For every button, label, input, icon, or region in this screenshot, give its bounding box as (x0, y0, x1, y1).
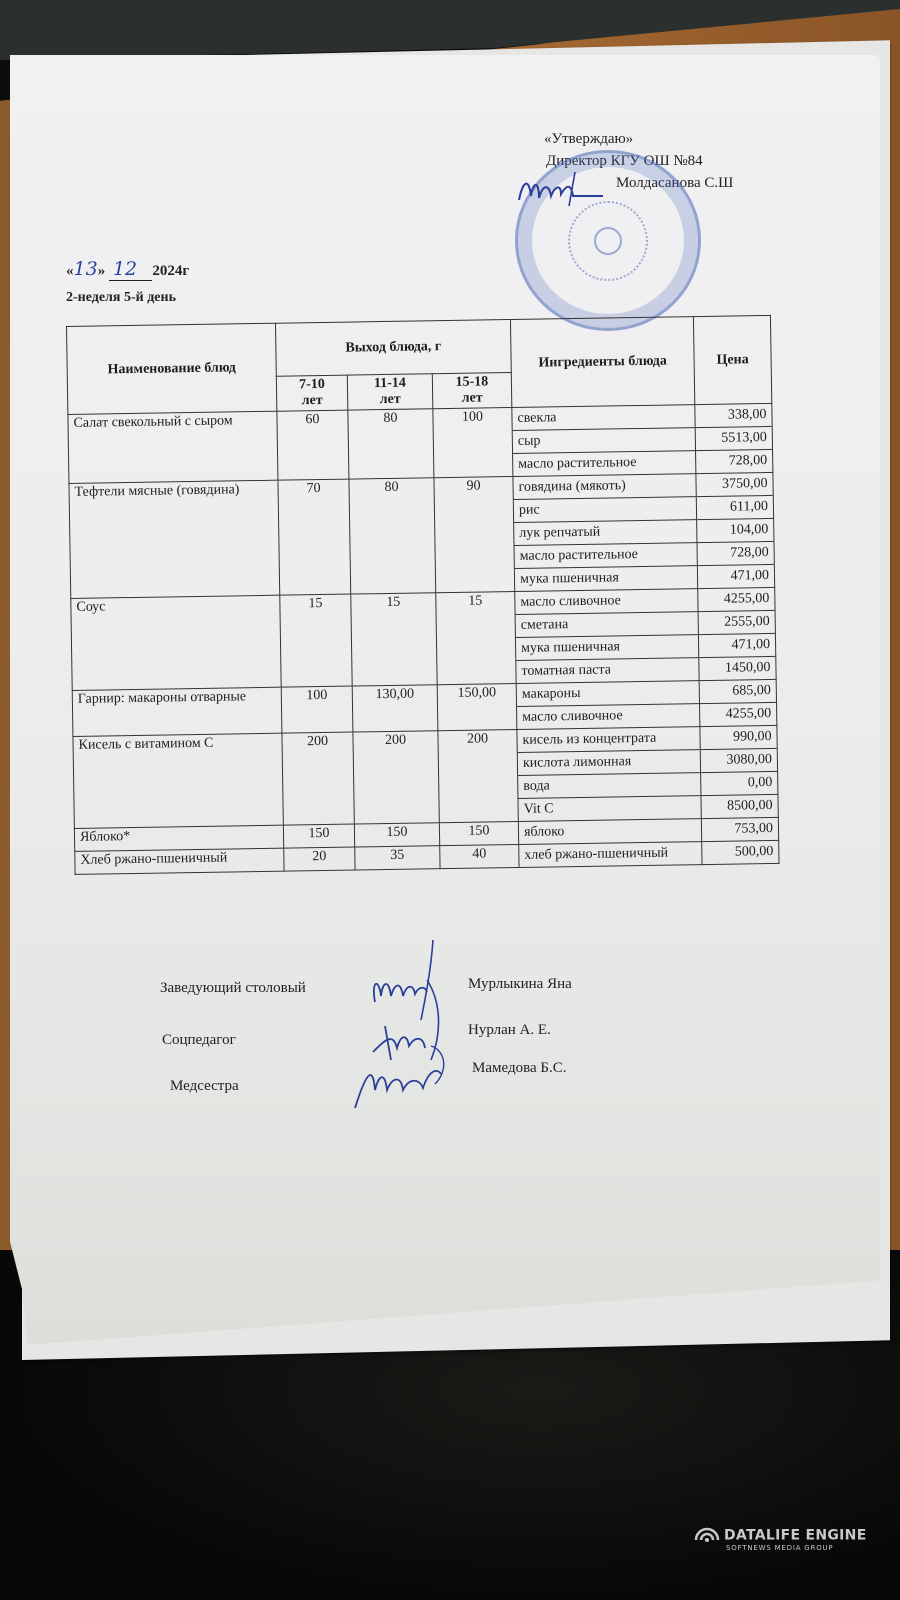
ingredient-name: кислота лимонная (518, 750, 700, 776)
yield-11-14: 130,00 (352, 685, 438, 732)
ingredient-name: мука пшеничная (519, 570, 619, 587)
ingredient-name: мука пшеничная (516, 635, 698, 661)
ingredient-price: 4255,00 (698, 588, 774, 612)
ingredient-list (516, 681, 700, 730)
price-list (701, 817, 778, 841)
yield-11-14: 80 (348, 409, 434, 479)
ingredient-price: 338,00 (695, 404, 771, 428)
table-row (73, 725, 778, 828)
date-year: 2024г (152, 263, 190, 279)
ingredient-name: свекла (512, 405, 694, 431)
table-row (71, 587, 776, 690)
ingredient-price: 471,00 (699, 634, 775, 658)
ingredient-name: масло сливочное (522, 708, 623, 725)
ingredient-list (515, 589, 699, 684)
director-name: Молдасанова С.Ш (616, 175, 734, 191)
price-list (696, 472, 775, 588)
ingredient-list (519, 842, 702, 868)
ingredient-list (512, 405, 696, 477)
dish-name: Гарнир: макароны отварные (72, 687, 282, 736)
price-list (702, 840, 779, 864)
dish-name: Тефтели мясные (говядина) (69, 480, 280, 598)
yield-11-14: 35 (355, 846, 440, 870)
yield-7-10: 20 (284, 847, 355, 871)
yield-15-18: 150 (439, 821, 518, 845)
price-list (698, 587, 776, 680)
yield-11-14: 15 (351, 593, 437, 686)
price-list (699, 679, 777, 726)
approval-heading: «Утверждаю» (544, 131, 634, 147)
watermark (694, 1524, 867, 1552)
ingredient-name: вода (518, 773, 700, 799)
header-ingredients: Ингредиенты блюда (510, 317, 694, 408)
dish-name: Яблоко* (74, 825, 283, 851)
yield-15-18: 15 (436, 591, 516, 684)
table-row (68, 403, 773, 483)
ingredient-name: сыр (513, 428, 695, 454)
yield-7-10: 15 (280, 594, 352, 687)
ingredient-list (517, 727, 701, 822)
signer-name: Мамедова Б.С. (472, 1060, 567, 1076)
yield-7-10: 60 (277, 410, 349, 480)
yield-11-14: 150 (354, 823, 439, 847)
ingredient-name: говядина (мякоть) (513, 474, 695, 500)
ingredient-price: 753,00 (734, 820, 774, 837)
ingredient-price: 728,00 (728, 453, 768, 469)
watermark-title: DATALIFE ENGINE (724, 1527, 867, 1544)
ingredient-name: масло растительное (518, 455, 637, 472)
signer-role: Медсестра (170, 1078, 239, 1094)
price-list (695, 403, 773, 473)
yield-15-18: 100 (433, 408, 513, 478)
signer-role: Заведующий столовый (160, 980, 306, 996)
header-age-11-14: 11-14 лет (347, 374, 433, 410)
document-date: «13» 12 2024г (66, 258, 190, 280)
ingredient-name: рис (514, 497, 696, 523)
ingredient-price: 728,00 (697, 542, 773, 566)
watermark-subtitle: SOFTNEWS MEDIA GROUP (726, 1544, 834, 1552)
ingredient-name: масло сливочное (515, 589, 697, 615)
ingredient-price: 8500,00 (727, 797, 773, 814)
ingredient-name: масло растительное (515, 543, 697, 569)
yield-15-18: 40 (440, 844, 519, 868)
header-age-15-18: 15-18 лет (432, 373, 512, 409)
ingredient-price: 3080,00 (701, 749, 777, 773)
ingredient-name: яблоко (523, 824, 565, 840)
ingredient-price: 990,00 (700, 726, 776, 750)
ingredient-name: макароны (517, 681, 699, 707)
table-header-row (67, 315, 772, 379)
yield-11-14: 80 (349, 478, 436, 594)
ingredient-price: 5513,00 (696, 427, 772, 451)
ingredient-price: 471,00 (730, 567, 770, 584)
yield-7-10: 150 (283, 824, 354, 848)
yield-15-18: 90 (434, 476, 515, 592)
yield-15-18: 200 (438, 729, 518, 822)
date-day: 13 (73, 258, 98, 280)
ingredient-price: 2555,00 (699, 611, 775, 635)
ingredient-name: лук репчатый (514, 520, 696, 546)
header-dish-name: Наименование блюд (67, 323, 277, 414)
datalife-logo-icon (694, 1524, 720, 1546)
director-signature-icon (515, 170, 605, 210)
signer-name: Мурлыкина Яна (468, 976, 572, 992)
ingredient-name: Vit C (523, 801, 554, 817)
dish-name: Салат свекольный с сыром (68, 411, 278, 483)
ingredient-name: сметана (516, 612, 698, 638)
ingredient-price: 685,00 (700, 680, 776, 704)
ingredient-name: хлеб ржано-пшеничный (524, 845, 669, 863)
handwritten-signatures-icon (345, 940, 455, 1120)
ingredient-price: 0,00 (701, 772, 777, 796)
price-list (700, 725, 778, 818)
yield-7-10: 200 (282, 732, 354, 825)
dish-name: Соус (71, 595, 281, 690)
header-yield: Выход блюда, г (275, 320, 511, 377)
ingredient-price: 104,00 (697, 519, 773, 543)
header-price: Цена (693, 315, 771, 404)
director-title: Директор КГУ ОШ №84 (546, 153, 703, 169)
dish-name: Хлеб ржано-пшеничный (75, 848, 284, 874)
ingredient-list (513, 474, 698, 592)
ingredient-price: 1450,00 (724, 659, 771, 676)
ingredient-name: томатная паста (521, 662, 612, 679)
signer-name: Нурлан А. Е. (468, 1022, 551, 1038)
ingredient-list (518, 819, 701, 845)
ingredient-price: 3750,00 (696, 473, 772, 497)
ingredient-price: 4255,00 (725, 705, 772, 722)
ingredient-price: 500,00 (734, 843, 774, 860)
header-age-7-10: 7-10 лет (276, 375, 348, 411)
table-row (69, 472, 775, 598)
date-month: 12 (112, 258, 138, 280)
menu-table (66, 315, 780, 875)
yield-15-18: 150,00 (437, 683, 517, 730)
yield-7-10: 100 (281, 686, 353, 733)
yield-7-10: 70 (278, 479, 351, 595)
ingredient-name: кисель из концентрата (517, 727, 699, 753)
signer-role: Соцпедагог (162, 1032, 236, 1048)
ingredient-price: 611,00 (697, 496, 773, 520)
yield-11-14: 200 (353, 731, 439, 824)
week-day-label: 2-неделя 5-й день (66, 290, 176, 305)
dish-name: Кисель с витамином С (73, 733, 283, 828)
